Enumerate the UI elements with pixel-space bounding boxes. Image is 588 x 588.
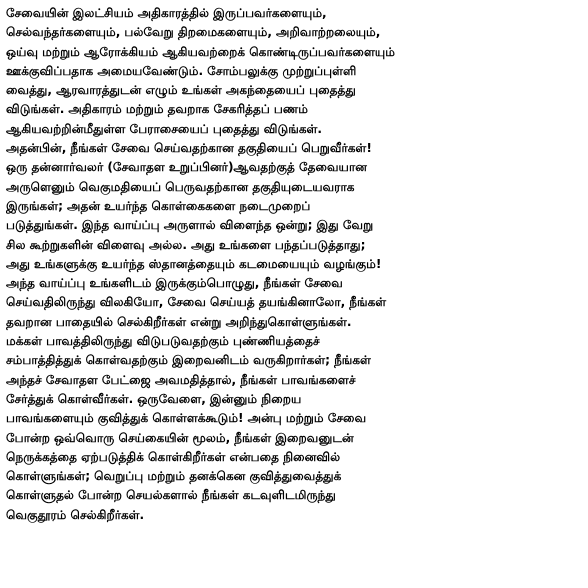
text-line-9: ஒரு தன்னார்வலர் (சேவாதள உறுப்பினர்)ஆவதற்குத் தேவையான bbox=[6, 160, 367, 175]
text-line-26: கொள்ளுதல் போன்ற செயல்களால் நீங்கள் கடவுளிடமிருந்து bbox=[6, 488, 336, 503]
text-line-11: இருங்கள்; அதன் உயர்ந்த கொள்கைகளை நடைமுறைப் bbox=[6, 198, 311, 213]
text-line-22: பாவங்களையும் குவித்துக் கொள்ளக்கூடும்! அன்பு மற்றும் சேவை bbox=[6, 411, 367, 426]
text-line-15: அந்த வாய்ப்பு உங்களிடம் இருக்கும்பொழுது, நீங்கள் சேவை bbox=[6, 276, 343, 291]
text-line-10: அருளெனும் வெகுமதியைப் பெருவதற்கான தகுதியுடையவராக bbox=[6, 179, 355, 194]
text-line-3: ஒய்வு மற்றும் ஆரோக்கியம் ஆகியவற்றைக் கொண்டிருப்பவர்களையும் bbox=[6, 44, 395, 59]
text-line-7: ஆகியவற்றின்மீதுள்ள பேராசையைப் புதைத்து விடுங்கள். bbox=[6, 121, 322, 136]
text-line-21: சேர்த்துக் கொள்வீர்கள். ஒருவேளை, இன்னும் நிறைய bbox=[6, 391, 302, 406]
text-line-6: விடுங்கள். அதிகாரம் மற்றும் தவறாக சேகரித்தப் பணம் bbox=[6, 102, 309, 117]
text-line-16: செய்வதிலிருந்து விலகியோ, சேவை செய்யத் தயங்கினாலோ, நீங்கள் bbox=[6, 295, 387, 310]
text-line-23: போன்ற ஒவ்வொரு செய்கையின் மூலம், நீங்கள் இறைவனுடன் bbox=[6, 430, 354, 445]
text-line-5: வைத்து, ஆரவாரத்துடன் எழும் உங்கள் அகந்தையைப் புதைத்து bbox=[6, 83, 356, 98]
text-line-13: சில கூற்றுகளின் விளைவு அல்ல. அது உங்களை பந்தப்படுத்தாது; bbox=[6, 237, 366, 252]
text-line-27: வெகுதூரம் செல்கிறீர்கள். bbox=[6, 507, 145, 522]
text-line-14: அது உங்களுக்கு உயர்ந்த ஸ்தானத்தையும் கடமையையும் வழங்கும்! bbox=[6, 256, 382, 271]
text-line-19: சம்பாத்தித்துக் கொள்வதற்கும் இறைவனிடம் வருகிறார்கள்; நீங்கள் bbox=[6, 353, 371, 368]
text-line-17: தவறான பாதையில் செல்கிறீர்கள் என்று அறிந்துகொள்ளுங்கள். bbox=[6, 314, 352, 329]
text-line-4: ஊக்குவிப்பதாக அமையவேண்டும். சோம்பலுக்கு முற்றுப்புள்ளி bbox=[6, 63, 357, 78]
text-line-20: அந்தச் சேவாதள பேட்ஜை அவமதித்தால், நீங்கள் பாவங்களைச் bbox=[6, 372, 356, 387]
text-line-1: சேவையின் இலட்சியம் அதிகாரத்தில் இருப்பவர்களையும், bbox=[6, 6, 327, 20]
text-line-2: செல்வந்தர்களையும், பல்வேறு திறமைகளையும், அறிவாற்றலையும், bbox=[6, 25, 381, 40]
text-line-8: அதன்பின், நீங்கள் சேவை செய்வதற்கான தகுதியைப் பெறுவீர்கள்! bbox=[6, 141, 372, 156]
text-line-24: நெருக்கத்தை ஏற்படுத்திக் கொள்கிறீர்கள் என்பதை நினைவில் bbox=[6, 449, 341, 464]
text-line-18: மக்கள் பாவத்திலிருந்து விடுபடுவதற்கும் புண்ணியத்தைச் bbox=[6, 334, 320, 349]
text-line-12: படுத்துங்கள். இந்த வாய்ப்பு அருளால் விளைந்த ஒன்று; இது வேறு bbox=[6, 218, 374, 233]
text-line-25: கொள்ளுங்கள்; வெறுப்பு மற்றும் தனக்கென குவித்துவைத்துக் bbox=[6, 469, 342, 484]
